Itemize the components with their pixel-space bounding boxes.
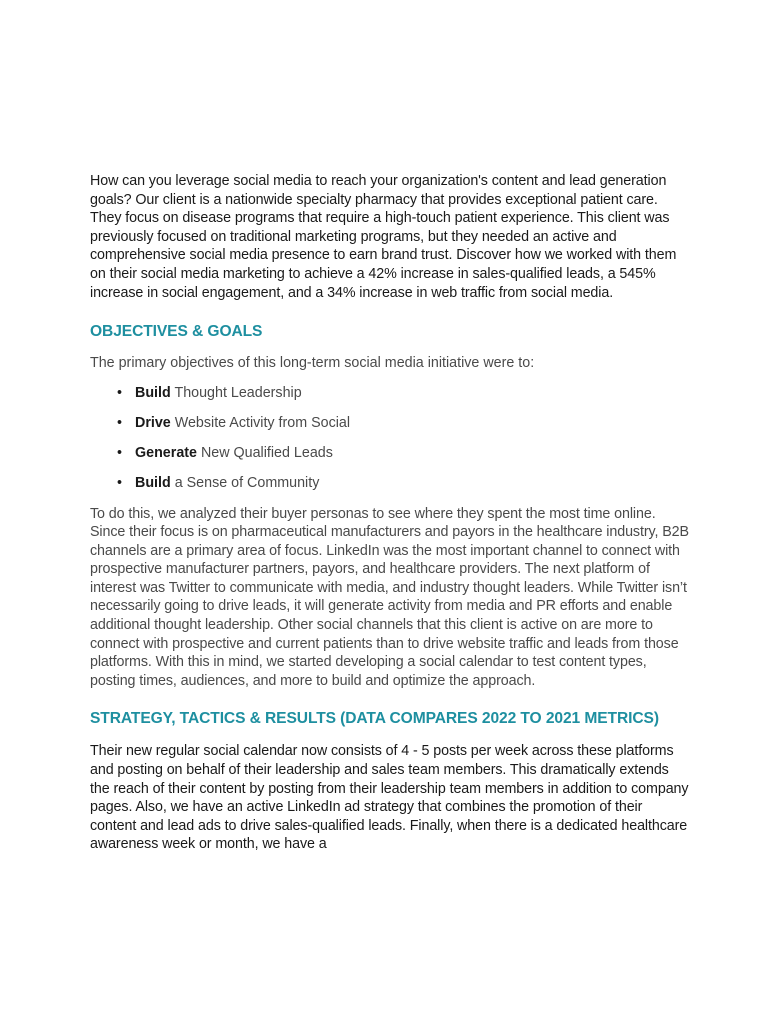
list-item <box>115 384 690 403</box>
persona-analysis-paragraph: To do this, we analyzed their buyer personas to see where they spent the most time online. Since their focus is on pharmaceutical manufacturers and payors in the healthcare industry, B2B channels are a primary area of focus. LinkedIn was the most important channel to connect with prospective manufacturer partners, payors, and healthcare providers. The next platform of interest was Twitter to communicate with media, and industry thought leaders. While Twitter isn’t necessarily going to drive leads, it will generate activity from media and PR efforts and enable additional thought leadership. Other social channels that this client is active on are more to connect with prospective and current patients than to drive website traffic and leads from those platforms. With this in mind, we started developing a social calendar to test content types, posting times, audiences, and more to build and optimize the approach. <box>90 505 689 689</box>
list-item-bold: Build <box>135 475 171 492</box>
list-item-text: Thought Leadership <box>170 384 302 401</box>
list-item-bold: Drive <box>135 414 171 431</box>
bullet-icon: • <box>117 384 123 401</box>
list-item-text: a Sense of Community <box>170 475 320 492</box>
list-item-bold: Generate <box>135 445 197 462</box>
list-item-text: Website Activity from Social <box>170 414 351 431</box>
objectives-heading: OBJECTIVES & GOALS <box>90 323 263 341</box>
document-page <box>90 172 690 854</box>
strategy-heading: STRATEGY, TACTICS & RESULTS (DATA COMPARES 2022 TO 2021 METRICS) <box>90 710 659 728</box>
bullet-icon: • <box>117 445 123 462</box>
list-item <box>115 444 690 463</box>
objectives-list <box>90 384 690 493</box>
bullet-icon: • <box>117 475 123 492</box>
strategy-paragraph: Their new regular social calendar now consists of 4 - 5 posts per week across these platforms and posting on behalf of their leadership and sales team members. This dramatically extends the reach of their content by posting from their leadership team members in addition to company pages. Also, we have an active LinkedIn ad strategy that combines the promotion of their content and lead ads to drive sales-qualified leads. Finally, when there is a dedicated healthcare awareness week or month, we have a <box>90 743 689 853</box>
objectives-lead: The primary objectives of this long-term social media initiative were to: <box>90 355 535 372</box>
bullet-icon: • <box>117 414 123 431</box>
list-item-bold: Build <box>135 384 171 401</box>
intro-paragraph: How can you leverage social media to reach your organization's content and lead generation goals? Our client is a nationwide specialty pharmacy that provides exceptional patient care. They focus on disease programs that require a high-touch patient experience. This client was previously focused on traditional marketing programs, but they needed an active and comprehensive social media presence to earn brand trust. Discover how we worked with them on their social media marketing to achieve a 42% increase in sales-qualified leads, a 545% increase in social engagement, and a 34% increase in web traffic from social media. <box>90 173 677 301</box>
list-item <box>115 414 690 433</box>
list-item-text: New Qualified Leads <box>196 445 333 462</box>
list-item <box>115 474 690 493</box>
